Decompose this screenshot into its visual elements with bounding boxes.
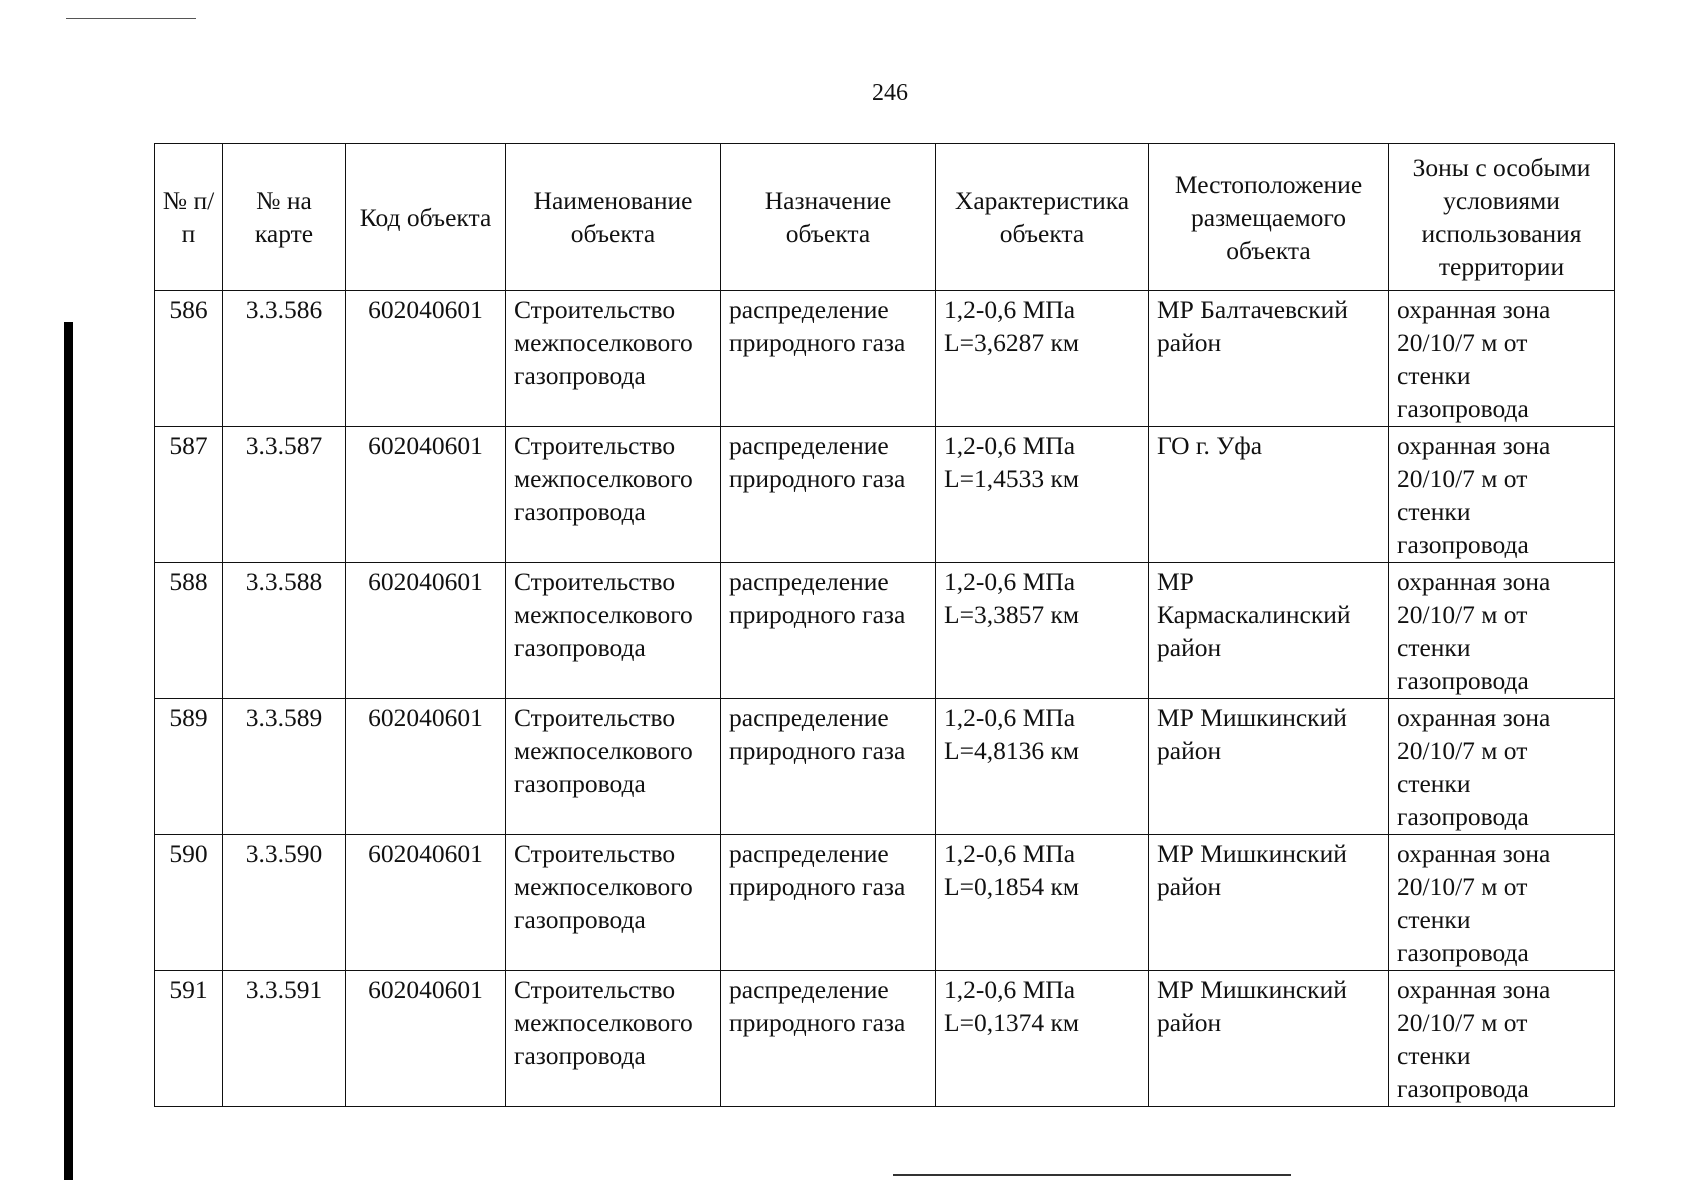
cell-code: 602040601 bbox=[346, 427, 506, 563]
cell-location: МР Мишкинский район bbox=[1149, 971, 1389, 1107]
cell-location: МР Балтачевский район bbox=[1149, 291, 1389, 427]
cell-purpose: распределение природного газа bbox=[721, 427, 936, 563]
page-number: 246 bbox=[872, 80, 908, 106]
cell-map-no: 3.3.591 bbox=[223, 971, 346, 1107]
header-location: Местоположение размещаемого объекта bbox=[1149, 144, 1389, 291]
cell-num: 588 bbox=[155, 563, 223, 699]
cell-zones: охранная зона 20/10/7 м от стенки газопровода bbox=[1389, 427, 1615, 563]
table-row bbox=[155, 291, 1615, 427]
header-zones: Зоны с особыми условиями использования территории bbox=[1389, 144, 1615, 291]
cell-map-no: 3.3.590 bbox=[223, 835, 346, 971]
cell-zones: охранная зона 20/10/7 м от стенки газопровода bbox=[1389, 699, 1615, 835]
header-code: Код объекта bbox=[346, 144, 506, 291]
cell-num: 587 bbox=[155, 427, 223, 563]
cell-zones: охранная зона 20/10/7 м от стенки газопровода bbox=[1389, 971, 1615, 1107]
cell-characteristic: 1,2-0,6 МПа L=0,1374 км bbox=[936, 971, 1149, 1107]
header-purpose: Назначение объекта bbox=[721, 144, 936, 291]
cell-zones: охранная зона 20/10/7 м от стенки газопровода bbox=[1389, 563, 1615, 699]
cell-map-no: 3.3.588 bbox=[223, 563, 346, 699]
cell-characteristic: 1,2-0,6 МПа L=1,4533 км bbox=[936, 427, 1149, 563]
cell-num: 591 bbox=[155, 971, 223, 1107]
top-rule bbox=[66, 18, 196, 19]
header-name: Наименование объекта bbox=[506, 144, 721, 291]
cell-num: 589 bbox=[155, 699, 223, 835]
cell-location: ГО г. Уфа bbox=[1149, 427, 1389, 563]
table-header-row bbox=[155, 144, 1615, 291]
cell-purpose: распределение природного газа bbox=[721, 699, 936, 835]
cell-purpose: распределение природного газа bbox=[721, 291, 936, 427]
header-num: № п/п bbox=[155, 144, 223, 291]
table-row bbox=[155, 699, 1615, 835]
cell-location: МР Кармаскалинский район bbox=[1149, 563, 1389, 699]
cell-name: Строительство межпоселкового газопровода bbox=[506, 835, 721, 971]
cell-name: Строительство межпоселкового газопровода bbox=[506, 563, 721, 699]
cell-map-no: 3.3.587 bbox=[223, 427, 346, 563]
cell-name: Строительство межпоселкового газопровода bbox=[506, 427, 721, 563]
scan-binding-edge bbox=[64, 322, 73, 1180]
header-map-no: № на карте bbox=[223, 144, 346, 291]
cell-name: Строительство межпоселкового газопровода bbox=[506, 291, 721, 427]
cell-zones: охранная зона 20/10/7 м от стенки газопровода bbox=[1389, 291, 1615, 427]
cell-code: 602040601 bbox=[346, 971, 506, 1107]
cell-map-no: 3.3.586 bbox=[223, 291, 346, 427]
cell-purpose: распределение природного газа bbox=[721, 563, 936, 699]
cell-code: 602040601 bbox=[346, 835, 506, 971]
cell-num: 590 bbox=[155, 835, 223, 971]
cell-location: МР Мишкинский район bbox=[1149, 835, 1389, 971]
cell-purpose: распределение природного газа bbox=[721, 835, 936, 971]
objects-table bbox=[154, 143, 1615, 1107]
cell-characteristic: 1,2-0,6 МПа L=4,8136 км bbox=[936, 699, 1149, 835]
cell-location: МР Мишкинский район bbox=[1149, 699, 1389, 835]
cell-name: Строительство межпоселкового газопровода bbox=[506, 971, 721, 1107]
cell-characteristic: 1,2-0,6 МПа L=3,6287 км bbox=[936, 291, 1149, 427]
cell-zones: охранная зона 20/10/7 м от стенки газопровода bbox=[1389, 835, 1615, 971]
cell-code: 602040601 bbox=[346, 699, 506, 835]
cell-purpose: распределение природного газа bbox=[721, 971, 936, 1107]
table-row bbox=[155, 835, 1615, 971]
cell-code: 602040601 bbox=[346, 291, 506, 427]
cell-num: 586 bbox=[155, 291, 223, 427]
bottom-rule bbox=[893, 1174, 1291, 1176]
table-row bbox=[155, 971, 1615, 1107]
header-characteristic: Характеристика объекта bbox=[936, 144, 1149, 291]
cell-code: 602040601 bbox=[346, 563, 506, 699]
cell-map-no: 3.3.589 bbox=[223, 699, 346, 835]
table-row bbox=[155, 427, 1615, 563]
cell-characteristic: 1,2-0,6 МПа L=3,3857 км bbox=[936, 563, 1149, 699]
cell-name: Строительство межпоселкового газопровода bbox=[506, 699, 721, 835]
table-row bbox=[155, 563, 1615, 699]
cell-characteristic: 1,2-0,6 МПа L=0,1854 км bbox=[936, 835, 1149, 971]
